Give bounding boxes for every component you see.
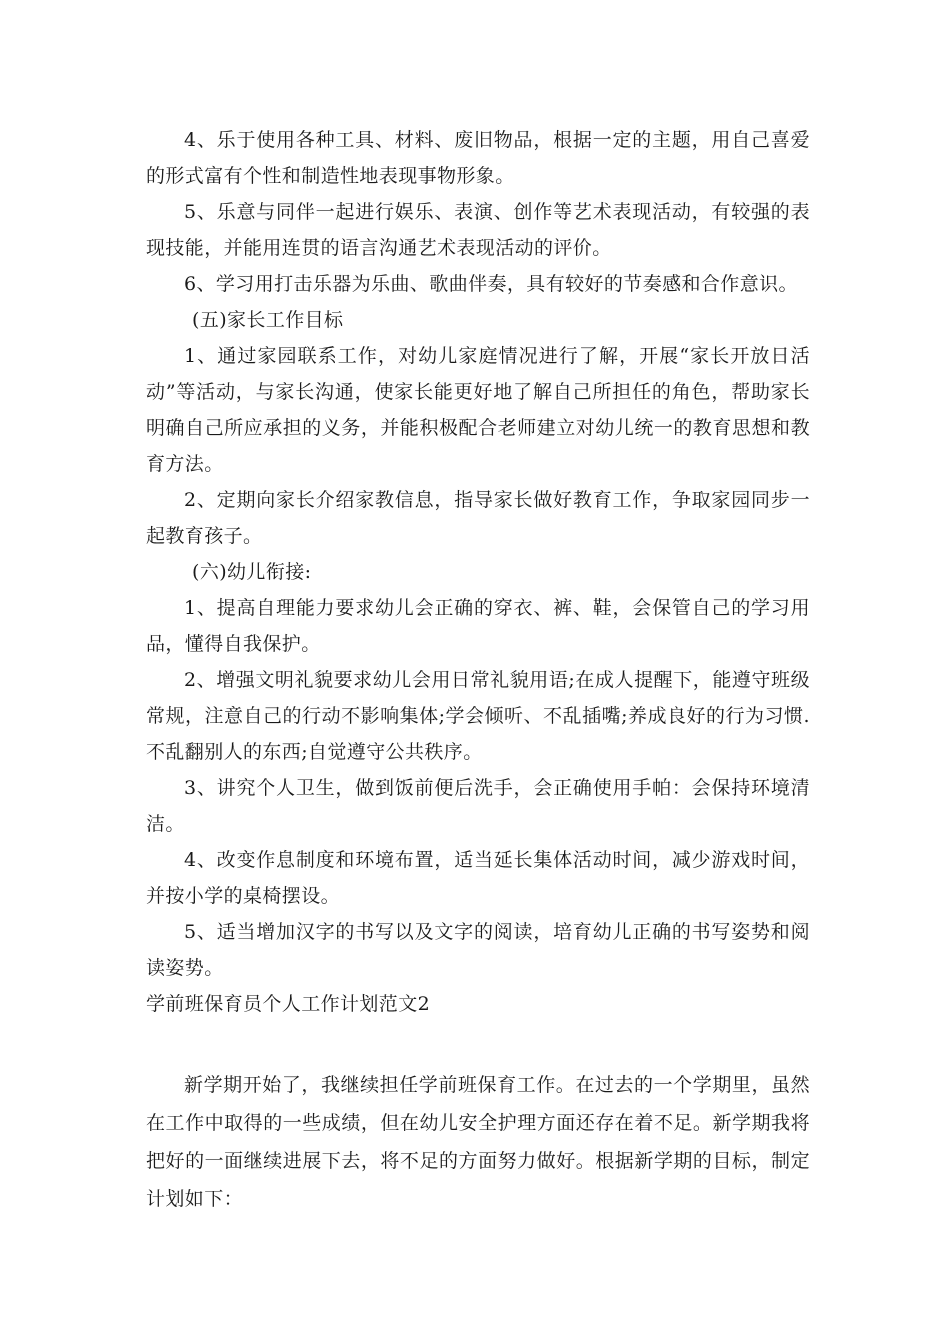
paragraph-transition-3: 3、讲究个人卫生，做到饭前便后洗手，会正确使用手帕：会保持环境清洁。 bbox=[146, 777, 810, 835]
section-spacer bbox=[146, 1022, 810, 1066]
heading-parent-goals: (五)家长工作目标 bbox=[192, 309, 344, 331]
paragraph-art-5: 5、乐意与同伴一起进行娱乐、表演、创作等艺术表现活动，有较强的表现技能，并能用连贯的语言沟通艺术表现活动的评价。 bbox=[146, 201, 810, 259]
section-title: 学前班保育员个人工作计划范文2 bbox=[146, 993, 431, 1015]
paragraph-art-6: 6、学习用打击乐器为乐曲、歌曲伴奏，具有较好的节奏感和合作意识。 bbox=[184, 273, 798, 295]
paragraph-transition-1: 1、提高自理能力要求幼儿会正确的穿衣、裤、鞋，会保管自己的学习用品，懂得自我保护。 bbox=[146, 597, 810, 655]
document-page bbox=[146, 122, 810, 1218]
heading-child-transition: (六)幼儿衔接: bbox=[192, 561, 312, 583]
paragraph-transition-4: 4、改变作息制度和环境布置，适当延长集体活动时间，减少游戏时间，并按小学的桌椅摆设。 bbox=[146, 849, 810, 907]
paragraph-parent-1: 1、通过家园联系工作，对幼儿家庭情况进行了解，开展“家长开放日活动”等活动，与家长沟通，使家长能更好地了解自己所担任的角色，帮助家长明确自己所应承担的义务，并能积极配合老师建立对幼儿统一的教育思想和教育方法。 bbox=[146, 345, 810, 475]
paragraph-art-4: 4、乐于使用各种工具、材料、废旧物品，根据一定的主题，用自己喜爱的形式富有个性和制造性地表现事物形象。 bbox=[146, 129, 810, 187]
paragraph-parent-2: 2、定期向家长介绍家教信息，指导家长做好教育工作，争取家园同步一起教育孩子。 bbox=[146, 489, 810, 547]
paragraph-transition-5: 5、适当增加汉字的书写以及文字的阅读，培育幼儿正确的书写姿势和阅读姿势。 bbox=[146, 921, 810, 979]
paragraph-transition-2: 2、增强文明礼貌要求幼儿会用日常礼貌用语;在成人提醒下，能遵守班级常规，注意自己的行动不影响集体;学会倾听、不乱插嘴;养成良好的行为习惯.不乱翻别人的东西;自觉遵守公共秩序。 bbox=[146, 669, 810, 763]
paragraph-intro: 新学期开始了，我继续担任学前班保育工作。在过去的一个学期里，虽然在工作中取得的一些成绩，但在幼儿安全护理方面还存在着不足。新学期我将把好的一面继续进展下去，将不足的方面努力做好。根据新学期的目标，制定计划如下： bbox=[146, 1074, 810, 1210]
